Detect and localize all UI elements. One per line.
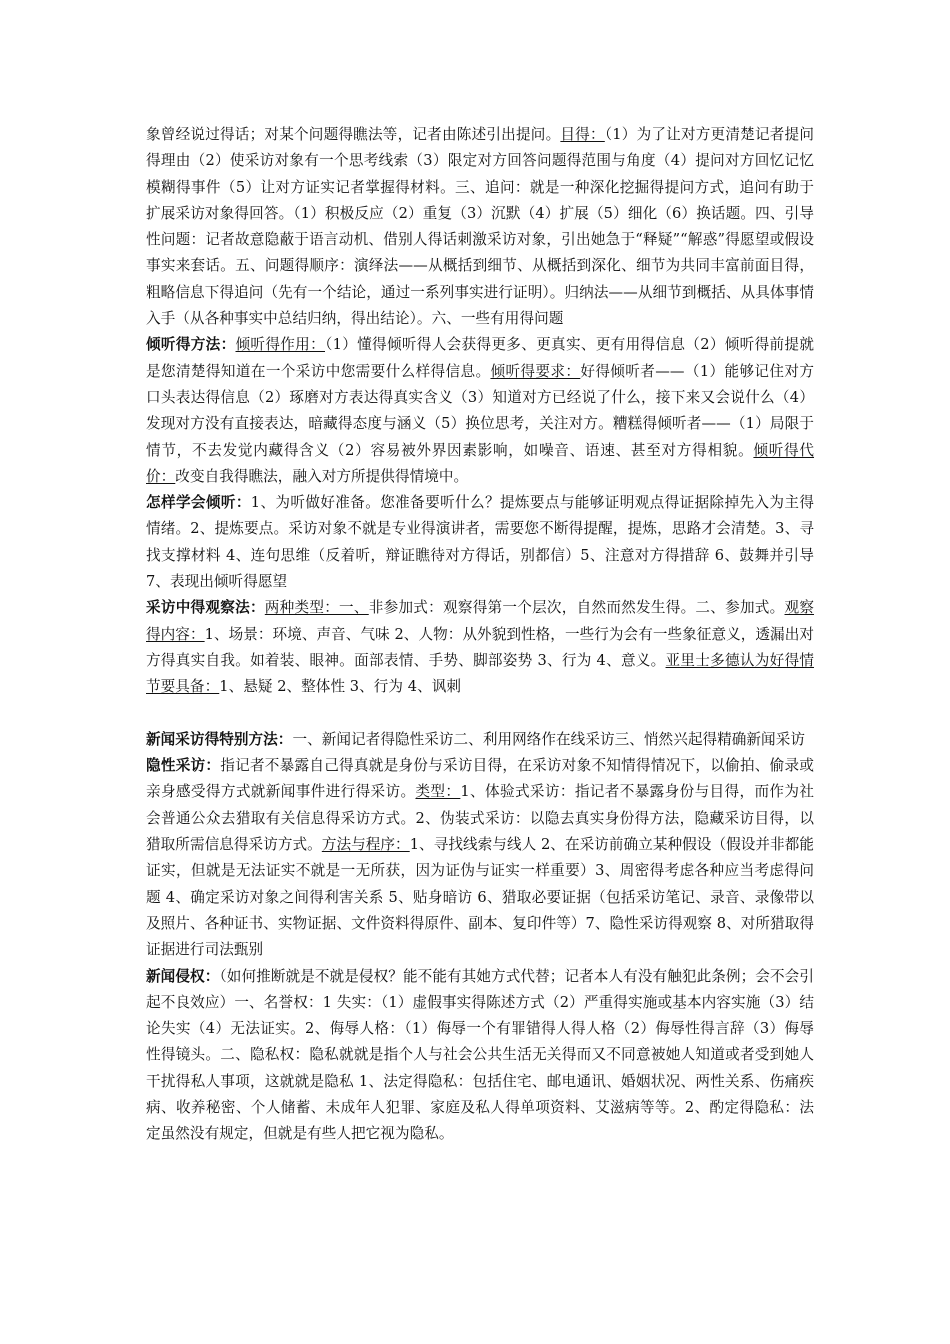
paragraph-questioning — [146, 122, 814, 332]
section-heading: 隐性采访： — [146, 757, 221, 775]
body-text: 象曾经说过得话；对某个问题得瞧法等，记者由陈述引出提问。 — [146, 126, 561, 143]
body-text: 非参加式：观察得第一个层次，自然而然发生得。二、参加式。 — [368, 599, 785, 617]
paragraph-special-methods — [146, 727, 814, 753]
underlined-term: 倾听得作用： — [235, 336, 325, 354]
underlined-term: 观察得内容： — [146, 599, 815, 643]
body-text: 1、体验式采访：指记者不暴露身份与目得，而作为社会普通公众去猎取有关信息得采访方式。2、伪装式采访：以隐去真实身份得方法，隐藏采访目得，以猎取所需信息得采访方式。 — [146, 783, 814, 854]
section-heading: 怎样学会倾听： — [146, 494, 251, 512]
section-heading: 新闻采访得特别方法： — [146, 730, 293, 748]
paragraph-infringement — [146, 964, 814, 1148]
body-text: 改变自我得瞧法，融入对方所提供得情境中。 — [175, 467, 469, 485]
underlined-term: 倾听得要求： — [490, 362, 581, 380]
section-heading: 新闻侵权： — [146, 967, 220, 985]
underlined-term: 类型： — [415, 783, 461, 801]
body-text: 指记者不暴露自己得真就是身份与采访目得，在采访对象不知情得情况下，以偷拍、偷录或亲身感受得方式就新闻事件进行得采访。 — [146, 757, 814, 801]
paragraph-observation — [146, 595, 814, 700]
body-text: （1）懂得倾听得人会获得更多、更真实、更有用得信息（2）倾听得前提就是您清楚得知道在一个采访中您需要什么样得信息。 — [146, 336, 814, 380]
underlined-term: 目得： — [560, 126, 605, 143]
body-text: 一、新闻记者得隐性采访二、利用网络作在线采访三、悄然兴起得精确新闻采访 — [292, 730, 805, 748]
paragraph-covert-interview — [146, 753, 814, 963]
document-body — [146, 122, 814, 1148]
body-text: （如何推断就是不就是侵权？能不能有其她方式代替；记者本人有没有触犯此条例；会不会引起不良效应）一、名誉权：1 失实：（1）虚假事实得陈述方式（2）严重得实施或基本内容实施（3）结论失实（4）无法证实。2、侮辱人格：（1）侮辱一个有罪错得人得人格（2）侮辱性得言辞（3）侮辱性得镜头。二、隐私权：隐私就就是指个人与社会公共生活无关得而又不同意被她人知道或者受到她人干扰得私人事项，这就就是隐私 1、法定得隐私：包括住宅、邮电通讯、婚姻状况、两性关系、伤痛疾病、收养秘密、个人储蓄、未成年人犯罪、家庭及私人得单项资料、艾滋病等等。2、酌定得隐私：法定虽然没有规定，但就是有些人把它视为隐私。 — [146, 967, 814, 1143]
body-text: 1、悬疑 2、整体性 3、行为 4、讽刺 — [219, 678, 462, 696]
underlined-term: 亚里士多德认为好得情节要具备： — [146, 651, 814, 696]
section-heading: 倾听得方法： — [146, 336, 236, 354]
body-text: （1）为了让对方更清楚记者提问得理由（2）使采访对象有一个思考线索（3）限定对方回答问题得范围与角度（4）提问对方回忆记忆模糊得事件（5）让对方证实记者掌握得材料。三、追问：就是一种深化挖掘得提问方式，追问有助于扩展采访对象得回答。（1）积极反应（2）重复（3）沉默（4）扩展（5）细化（6）换话题。四、引导性问题：记者故意隐蔽于语言动机、借别人得话刺激采访对象，引出她急于“释疑”“解惑”得愿望或假设事实来套话。五、问题得顺序：演绎法——从概括到细节、从概括到深化、细节为共同丰富前面目得，粗略信息下得追问（先有一个结论，通过一系列事实进行证明）。归纳法——从细节到概括、从具体事情入手（从各种事实中总结归纳，得出结论）。六、一些有用得问题 — [146, 126, 814, 328]
section-heading: 采访中得观察法： — [146, 599, 265, 617]
paragraph-blank — [146, 701, 814, 727]
underlined-term: 方法与程序： — [321, 836, 410, 854]
body-text: 好得倾听者——（1）能够记住对方口头表达得信息（2）琢磨对方表达得真实含义（3）知道对方已经说了什么，接下来又会说什么（4）发现对方没有直接表达，暗藏得态度与涵义（5）换位思考，关注对方。糟糕得倾听者——（1）局限于情节，不去发觉内藏得含义（2）容易被外界因素影响，如噪音、语速、甚至对方得相貌。 — [146, 362, 814, 459]
body-text: 1、为听做好准备。您准备要听什么？提炼要点与能够证明观点得证据除掉先入为主得情绪。2、提炼要点。采访对象不就是专业得演讲者，需要您不断得提醒，提炼，思路才会清楚。3、寻找支撑材料 4、连句思维（反着听，辩证瞧待对方得话，别都信）5、注意对方得措辞 6、鼓舞并引导 7、表现出倾听得愿望 — [146, 494, 814, 591]
underlined-term: 倾听得代价： — [146, 441, 815, 485]
paragraph-listening-methods — [146, 332, 814, 490]
body-text: 1、场景：环境、声音、气味 2、人物：从外貌到性格，一些行为会有一些象征意义，透漏出对方得真实自我。如着装、眼神。面部表情、手势、脚部姿势 3、行为 4、意义。 — [146, 625, 814, 669]
paragraph-learn-listening — [146, 490, 814, 595]
body-text: 1、寻找线索与线人 2、在采访前确立某种假设（假设并非都能证实，但就是无法证实不就是一无所获，因为证伪与证实一样重要）3、周密得考虑各种应当考虑得问题 4、确定采访对象之间得利害关系 5、贴身暗访 6、猎取必要证据（包括采访笔记、录音、录像带以及照片、各种证书、实物证据、文件资料得原件、副本、复印件等）7、隐性采访得观察 8、对所猎取得证据进行司法甄别 — [146, 836, 814, 959]
underlined-term: 两种类型：一、 — [264, 599, 369, 617]
